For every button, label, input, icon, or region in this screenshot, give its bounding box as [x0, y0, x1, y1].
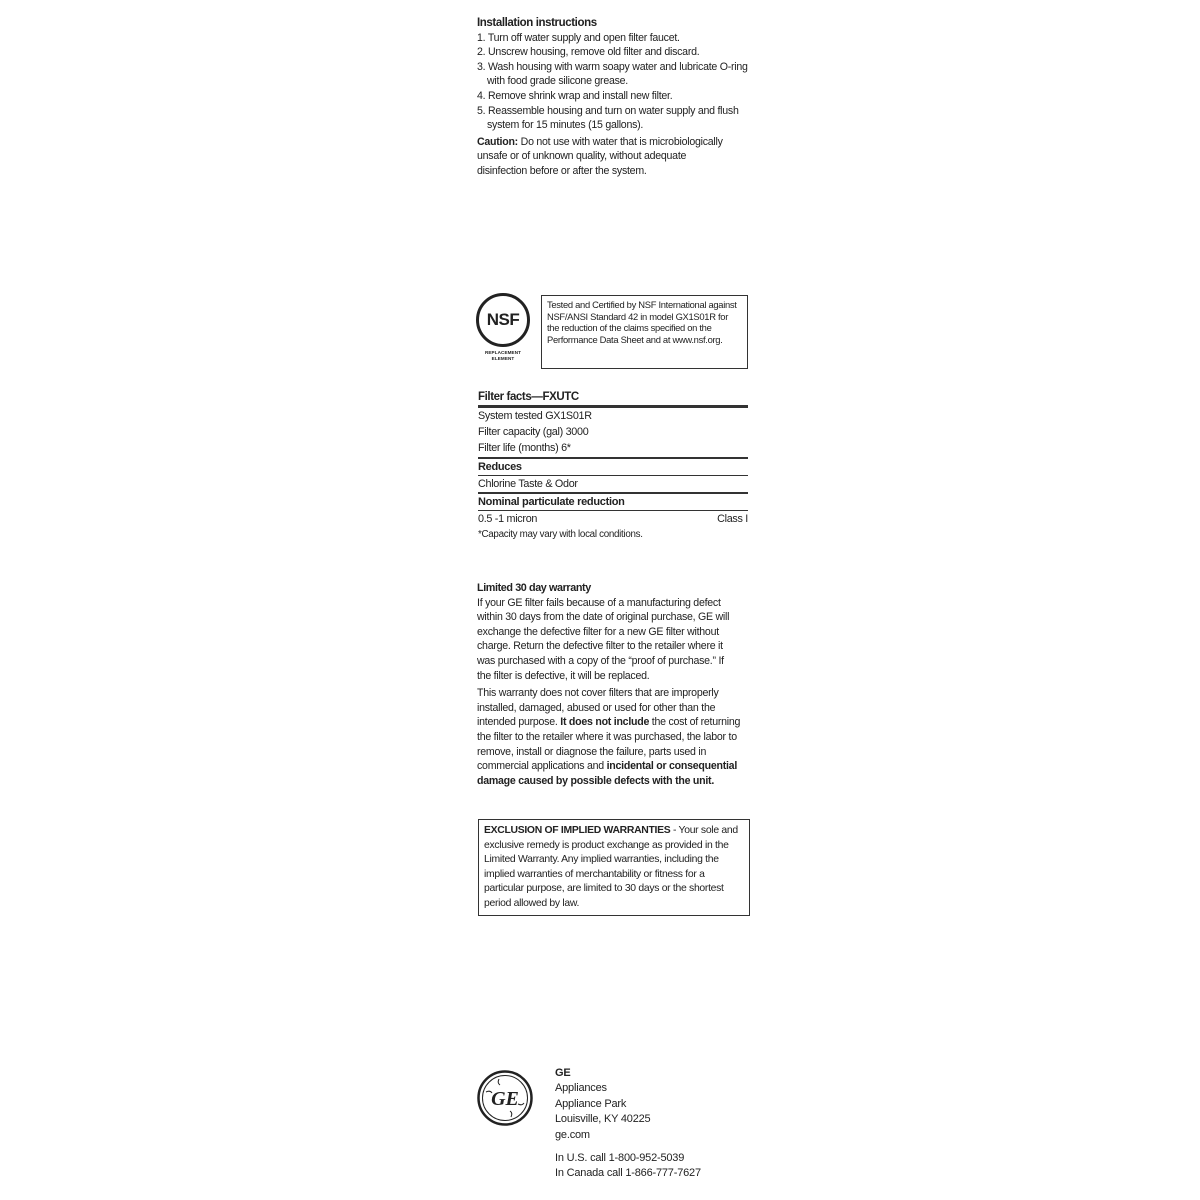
warranty-title: Limited 30 day warranty: [477, 582, 591, 594]
capacity-note: *Capacity may vary with local conditions.: [478, 529, 643, 541]
warranty-text: the cost of returning the filter to the retailer where it was purchased, the labor to remove, install or diagnose the failure, parts used in commercial applications and: [477, 716, 741, 773]
filter-facts-title: Filter facts—FXUTC: [478, 391, 748, 408]
ge-contact: [555, 1066, 701, 1182]
install-step: 3. Wash housing with warm soapy water and lubricate O-ring with food grade silicone grease.: [477, 60, 748, 88]
filter-facts-table: [478, 391, 748, 542]
particulate-header: Nominal particulate reduction: [478, 492, 748, 510]
exclusion-box: [478, 819, 750, 916]
caution-label: Caution:: [477, 135, 518, 148]
ge-address-line: Appliances: [555, 1082, 607, 1095]
ge-logo-text: GE: [491, 1088, 519, 1110]
class-value: Class I: [717, 512, 748, 525]
ge-address-line: Appliance Park: [555, 1097, 627, 1110]
warranty-paragraph-1: If your GE filter fails because of a manufacturing defect within 30 days from the date of original purchase, GE will exchange the defective filter for a new GE filter without charge. Return the defective filter to the retailer where it was purchased with a copy of the “proof of purchase.” If the filter is defective, it will be replaced.: [477, 596, 730, 682]
reduces-header: Reduces: [478, 457, 748, 475]
us-phone: In U.S. call 1-800-952-5039: [555, 1152, 685, 1165]
ge-logo-icon: [477, 1070, 533, 1126]
warranty-bold-text: It does not include: [560, 716, 650, 729]
install-step: 1. Turn off water supply and open filter faucet.: [477, 31, 680, 44]
warranty-section: [477, 581, 745, 788]
caution-paragraph: [477, 135, 732, 179]
ge-website: ge.com: [555, 1128, 590, 1141]
warranty-paragraph-2: [477, 686, 745, 788]
install-step: 2. Unscrew housing, remove old filter and discard.: [477, 46, 700, 59]
exclusion-label: EXCLUSION OF IMPLIED WARRANTIES: [484, 825, 671, 836]
filter-life-row: Filter life (months) 6*: [478, 442, 571, 455]
nsf-logo: [475, 293, 531, 361]
nsf-seal-icon: NSF: [476, 293, 530, 347]
canada-phone: In Canada call 1-866-777-7627: [555, 1167, 701, 1180]
filter-capacity-row: Filter capacity (gal) 3000: [478, 426, 589, 439]
nsf-certification-box: Tested and Certified by NSF International against NSF/ANSI Standard 42 in model GX1S01R for the reduction of the claims specified on the Performance Data Sheet and at www.nsf.org.: [541, 295, 748, 369]
reduces-value: Chlorine Taste & Odor: [478, 475, 748, 492]
installation-steps: [477, 31, 749, 133]
warranty-bold-text: incidental or consequential damage caused by possible defects with the unit.: [477, 760, 738, 787]
install-step: 5. Reassemble housing and turn on water supply and flush system for 15 minutes (15 gallons).: [477, 104, 739, 132]
installation-title: Installation instructions: [477, 17, 597, 29]
ge-address-line: Louisville, KY 40225: [555, 1113, 651, 1126]
caution-text: Do not use with water that is microbiologically unsafe or of unknown quality, without adequate disinfection before or after the system.: [477, 135, 723, 177]
ge-name: GE: [555, 1067, 571, 1079]
system-tested-row: System tested GX1S01R: [478, 410, 592, 422]
install-step: 4. Remove shrink wrap and install new filter.: [477, 89, 673, 102]
particulate-row: [478, 510, 748, 527]
warranty-text: This warranty does not cover filters that are improperly installed, damaged, abused or used for other than the intended purpose.: [477, 687, 719, 729]
installation-section: [477, 16, 749, 179]
nsf-logo-subtext: REPLACEMENT ELEMENT: [484, 350, 522, 361]
exclusion-text: - Your sole and exclusive remedy is product exchange as provided in the Limited Warranty. Any implied warranties, including the implied warranties of merchantability or fitness for a particular purpose, are limited to 30 days or the shortest period allowed by law.: [484, 825, 738, 909]
micron-value: 0.5 -1 micron: [478, 512, 538, 525]
